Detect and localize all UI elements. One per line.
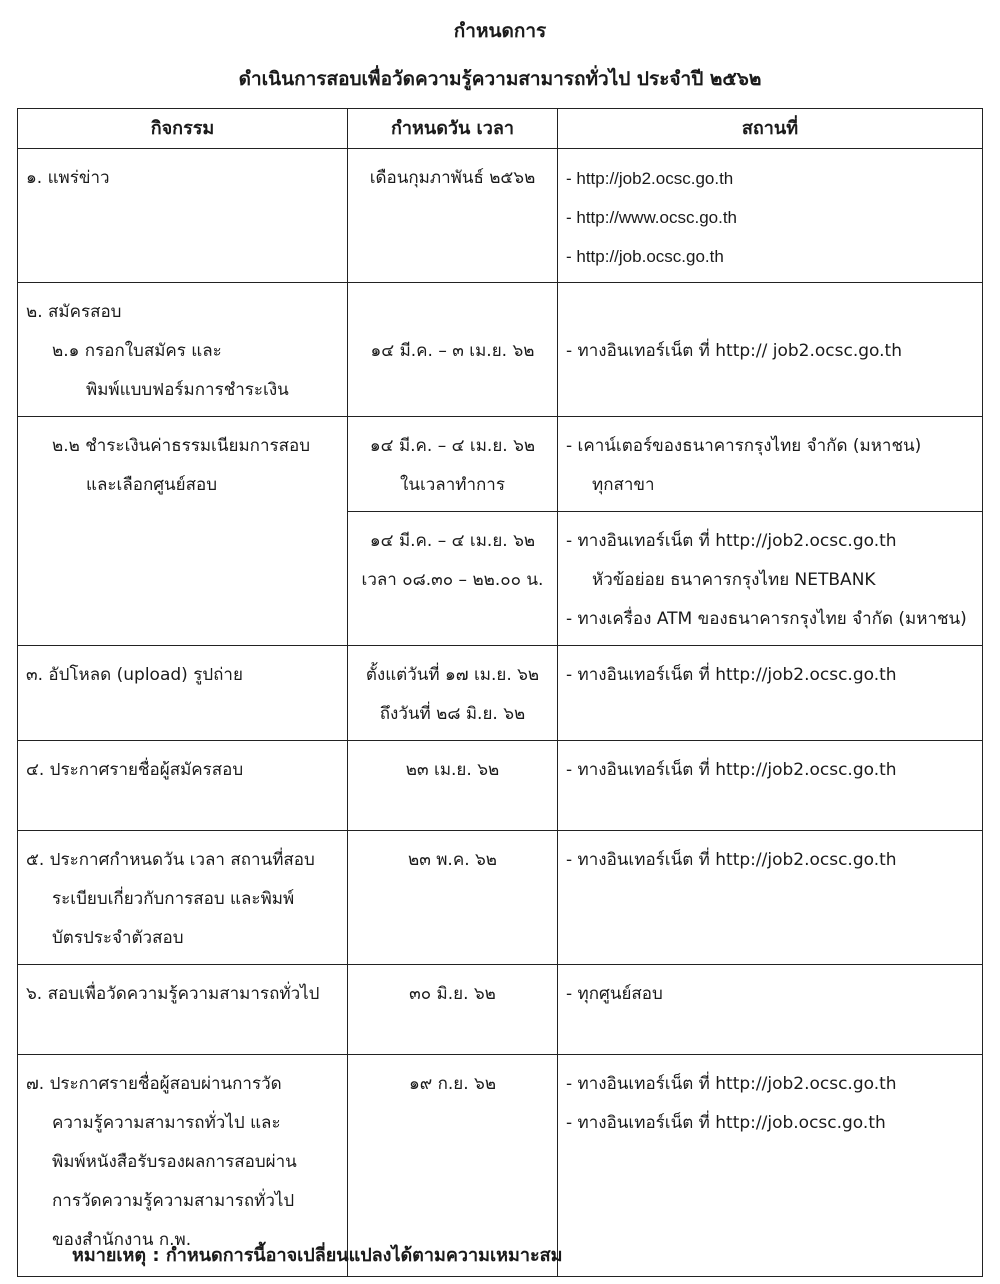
- date-text: ๑๔ มี.ค. – ๔ เม.ย. ๖๒: [369, 531, 536, 551]
- activity-cell: [18, 149, 348, 283]
- place-link[interactable]: - http://job.ocsc.go.th: [566, 247, 724, 266]
- date-text: ในเวลาทำการ: [400, 475, 505, 495]
- date-text: ๒๓ เม.ย. ๖๒: [405, 760, 500, 780]
- place-text: หัวข้อย่อย ธนาคารกรุงไทย NETBANK: [592, 570, 876, 590]
- table-row: [18, 283, 983, 417]
- activity-text: ระเบียบเกี่ยวกับการสอบ และพิมพ์: [52, 889, 295, 909]
- header-place: สถานที่: [558, 109, 983, 149]
- date-cell: [348, 965, 558, 1055]
- place-text[interactable]: - ทางอินเทอร์เน็ต ที่ http:// job2.ocsc.go.th: [566, 341, 902, 361]
- activity-text: ความรู้ความสามารถทั่วไป และ: [52, 1113, 281, 1133]
- place-cell: [558, 149, 983, 283]
- place-text: - ทางเครื่อง ATM ของธนาคารกรุงไทย จำกัด (มหาชน): [566, 609, 967, 629]
- place-link[interactable]: - http://www.ocsc.go.th: [566, 208, 738, 227]
- place-cell: [558, 831, 983, 965]
- sub-activity-text: พิมพ์แบบฟอร์มการชำระเงิน: [86, 380, 289, 400]
- date-text: เดือนกุมภาพันธ์ ๒๕๖๒: [369, 168, 536, 188]
- date-cell: [348, 512, 558, 646]
- activity-text: ๖. สอบเพื่อวัดความรู้ความสามารถทั่วไป: [26, 984, 320, 1004]
- schedule-table: [17, 108, 983, 1277]
- place-cell: [558, 283, 983, 417]
- table-row: [18, 417, 983, 512]
- date-text: ๓๐ มิ.ย. ๖๒: [409, 984, 496, 1004]
- date-text: ๑๔ มี.ค. – ๓ เม.ย. ๖๒: [370, 341, 535, 361]
- place-text[interactable]: - ทางอินเทอร์เน็ต ที่ http://job2.ocsc.go.th: [566, 760, 897, 780]
- place-cell: [558, 512, 983, 646]
- activity-text: ๔. ประกาศรายชื่อผู้สมัครสอบ: [26, 760, 244, 780]
- table-row: [18, 149, 983, 283]
- activity-cell: [18, 965, 348, 1055]
- place-text: - เคาน์เตอร์ของธนาคารกรุงไทย จำกัด (มหาชน): [566, 436, 922, 456]
- place-cell: [558, 646, 983, 741]
- table-row: [18, 965, 983, 1055]
- date-cell: [348, 741, 558, 831]
- place-text: ทุกสาขา: [592, 475, 655, 495]
- footnote: หมายเหตุ : กำหนดการนี้อาจเปลี่ยนแปลงได้ตามความเหมาะสม: [72, 1245, 563, 1266]
- activity-text: ๗. ประกาศรายชื่อผู้สอบผ่านการวัด: [26, 1074, 282, 1094]
- activity-text: ๑. แพร่ข่าว: [26, 168, 110, 188]
- sub-activity-text: และเลือกศูนย์สอบ: [86, 475, 217, 495]
- date-cell: [348, 149, 558, 283]
- place-cell: [558, 741, 983, 831]
- date-cell: [348, 646, 558, 741]
- place-cell: [558, 417, 983, 512]
- activity-cell: [18, 283, 348, 417]
- date-text: ถึงวันที่ ๒๘ มิ.ย. ๖๒: [379, 704, 526, 724]
- spacer: [356, 293, 549, 332]
- sub-activity-text: ๒.๑ กรอกใบสมัคร และ: [52, 341, 222, 361]
- date-cell: [348, 417, 558, 512]
- activity-text: พิมพ์หนังสือรับรองผลการสอบผ่าน: [52, 1152, 297, 1172]
- place-text[interactable]: - ทางอินเทอร์เน็ต ที่ http://job.ocsc.go.th: [566, 1113, 886, 1133]
- header-activity: กิจกรรม: [18, 109, 348, 149]
- page-subtitle: ดำเนินการสอบเพื่อวัดความรู้ความสามารถทั่วไป ประจำปี ๒๕๖๒: [238, 68, 762, 90]
- table-row: [18, 741, 983, 831]
- spacer: [566, 293, 974, 332]
- activity-text: การวัดความรู้ความสามารถทั่วไป: [52, 1191, 295, 1211]
- date-text: เวลา ๐๘.๓๐ – ๒๒.๐๐ น.: [361, 570, 544, 590]
- date-text: ๑๔ มี.ค. – ๔ เม.ย. ๖๒: [369, 436, 536, 456]
- table-row: [18, 646, 983, 741]
- activity-text: ๕. ประกาศกำหนดวัน เวลา สถานที่สอบ: [26, 850, 315, 870]
- place-text[interactable]: - ทางอินเทอร์เน็ต ที่ http://job2.ocsc.go.th: [566, 1074, 897, 1094]
- place-text[interactable]: - ทางอินเทอร์เน็ต ที่ http://job2.ocsc.go.th: [566, 531, 897, 551]
- activity-text: ของสำนักงาน ก.พ.: [52, 1230, 192, 1250]
- place-text[interactable]: - ทางอินเทอร์เน็ต ที่ http://job2.ocsc.go.th: [566, 665, 897, 685]
- date-text: ๒๓ พ.ค. ๖๒: [407, 850, 498, 870]
- date-text: ตั้งแต่วันที่ ๑๗ เม.ย. ๖๒: [365, 665, 540, 685]
- activity-cell: [18, 831, 348, 965]
- place-cell: [558, 965, 983, 1055]
- activity-text: ๒. สมัครสอบ: [26, 302, 122, 322]
- activity-text: บัตรประจำตัวสอบ: [52, 928, 184, 948]
- table-row: [18, 831, 983, 965]
- place-text[interactable]: - ทางอินเทอร์เน็ต ที่ http://job2.ocsc.go.th: [566, 850, 897, 870]
- date-text: ๑๙ ก.ย. ๖๒: [408, 1074, 497, 1094]
- place-link[interactable]: - http://job2.ocsc.go.th: [566, 169, 734, 188]
- date-cell: [348, 831, 558, 965]
- header-date: กำหนดวัน เวลา: [348, 109, 558, 149]
- table-header-row: [18, 109, 983, 149]
- activity-cell: [18, 646, 348, 741]
- place-cell: [558, 1055, 983, 1277]
- sub-activity-text: ๒.๒ ชำระเงินค่าธรรมเนียมการสอบ: [52, 436, 311, 456]
- place-text: - ทุกศูนย์สอบ: [566, 984, 663, 1004]
- activity-cell: [18, 417, 348, 646]
- date-cell: [348, 283, 558, 417]
- activity-text: ๓. อัปโหลด (upload) รูปถ่าย: [26, 665, 243, 685]
- activity-cell: [18, 741, 348, 831]
- page-title: กำหนดการ: [453, 20, 547, 42]
